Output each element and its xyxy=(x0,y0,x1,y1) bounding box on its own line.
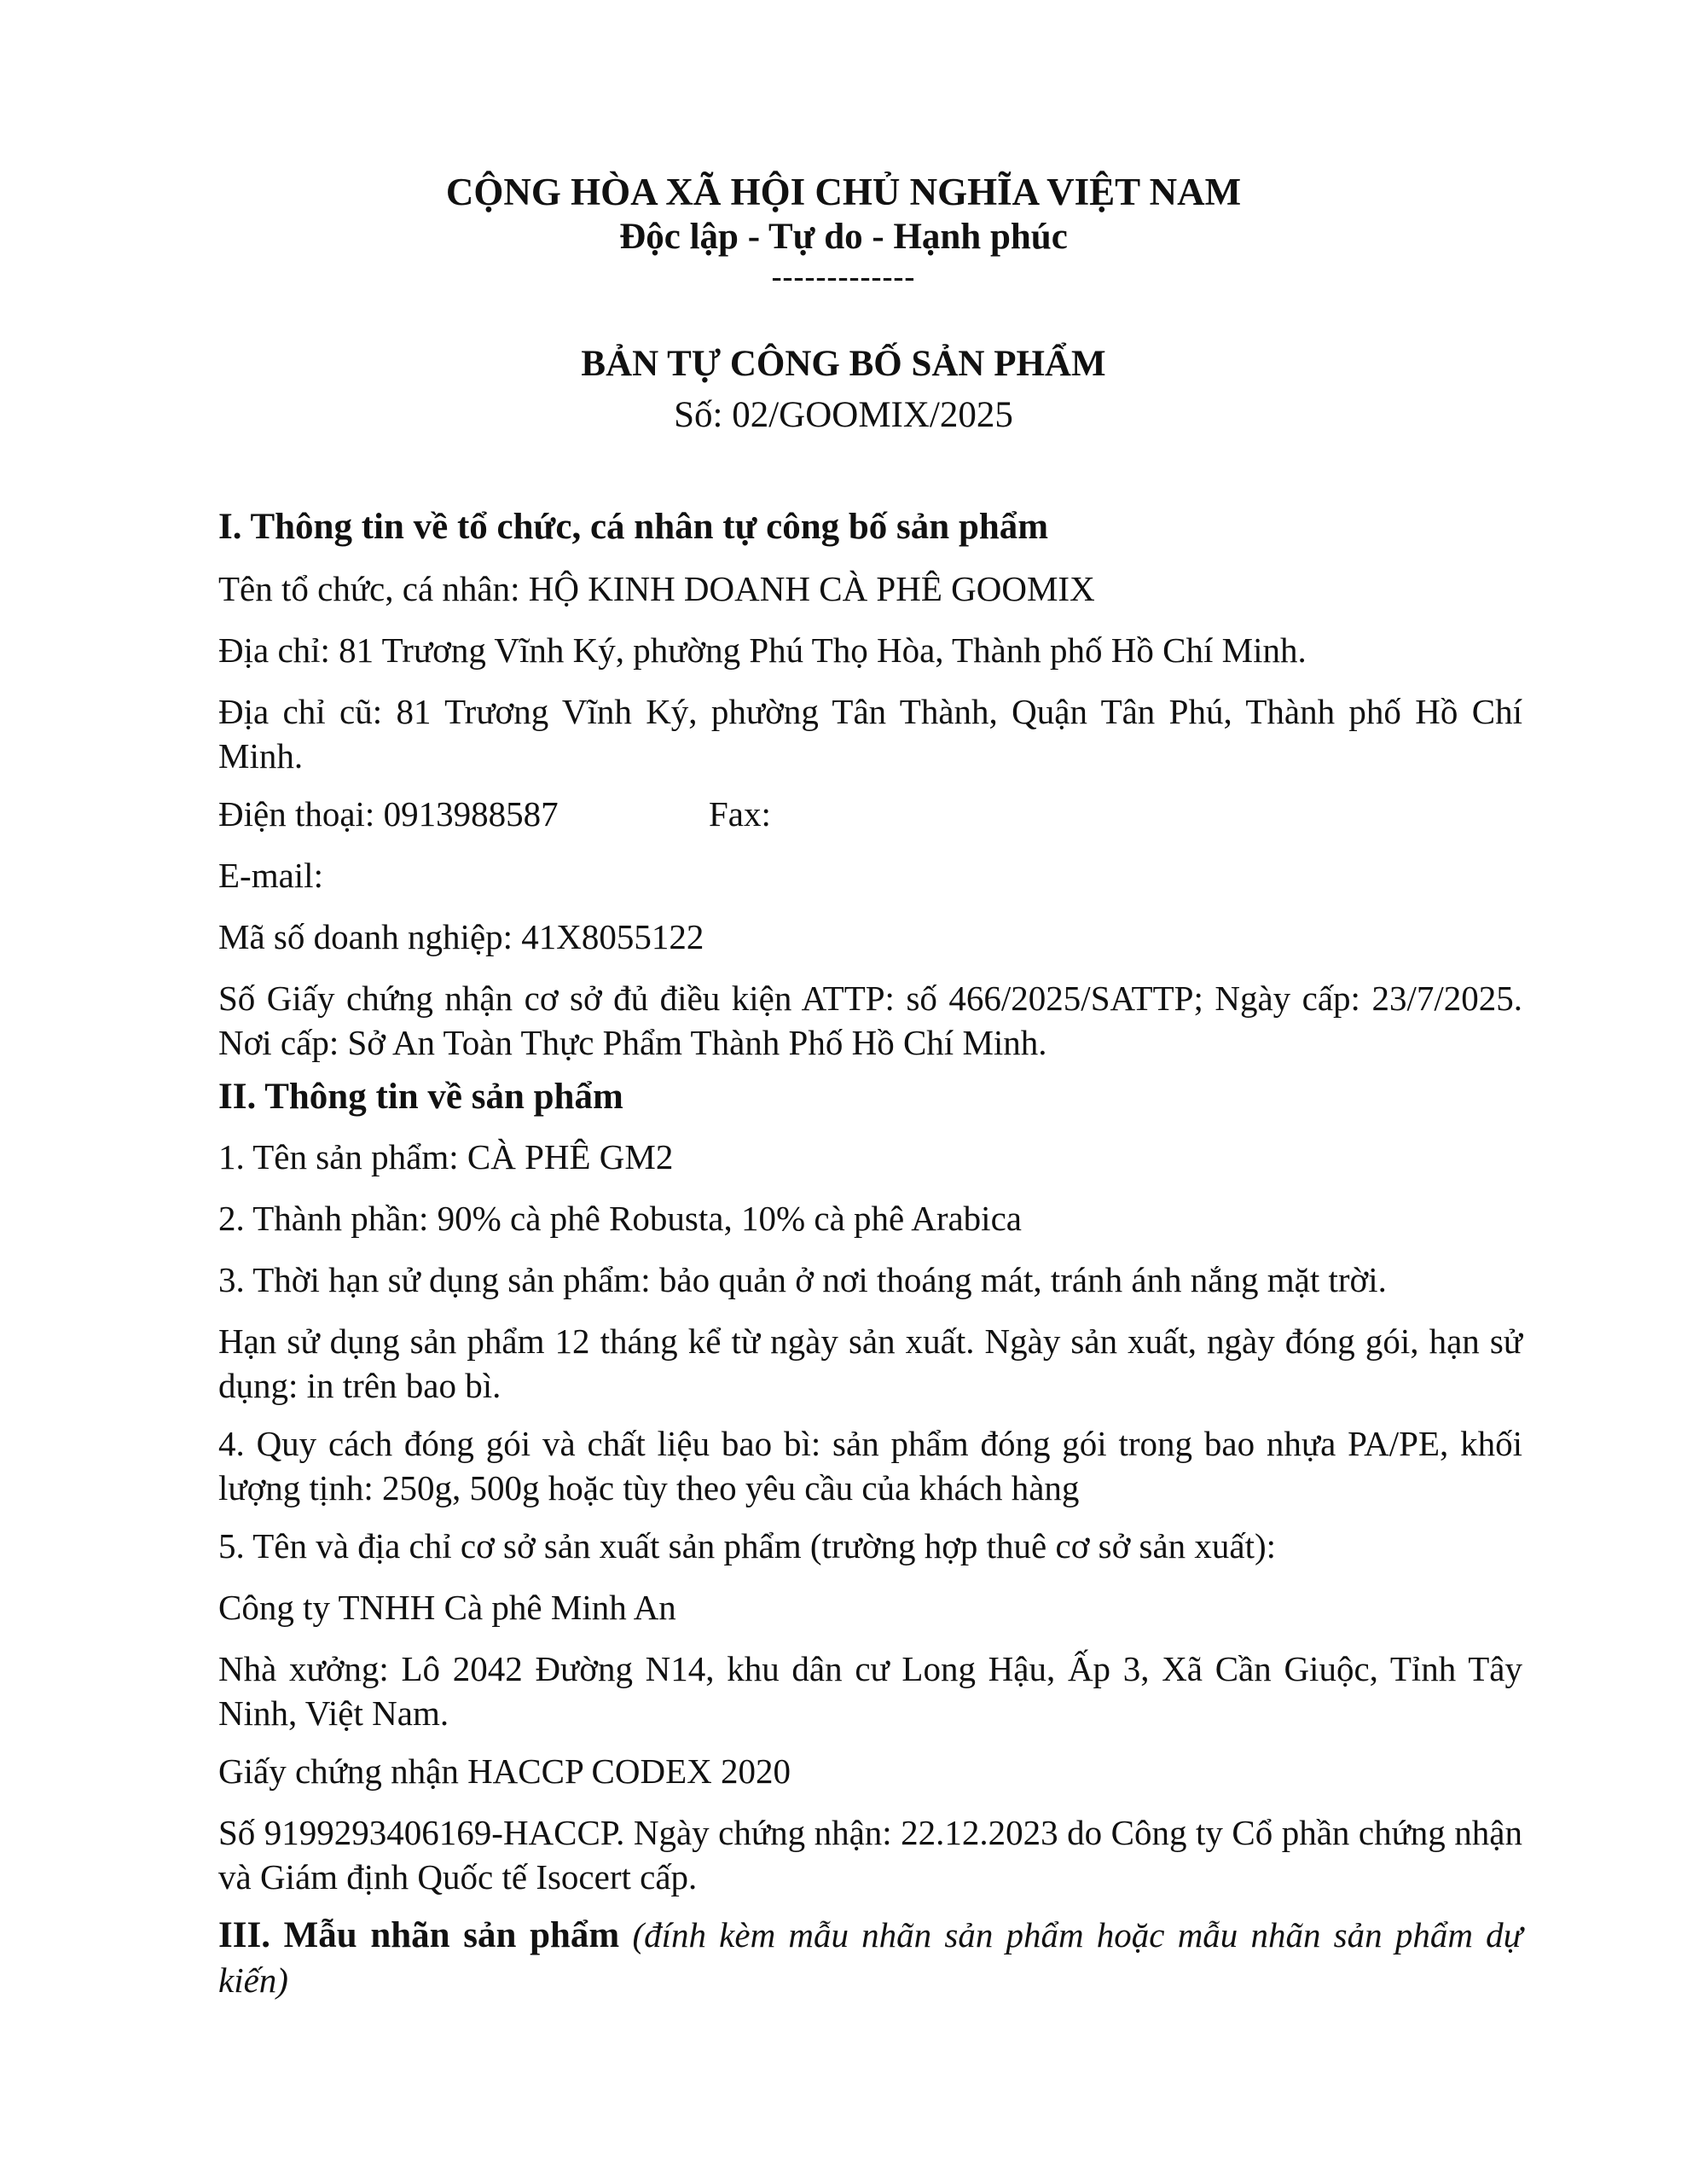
section1-heading: I. Thông tin về tổ chức, cá nhân tự công bố sản phẩm xyxy=(218,507,1049,547)
expiry: Hạn sử dụng sản phẩm 12 tháng kể từ ngày sản xuất. Ngày sản xuất, ngày đóng gói, hạn sử dụng: in trên bao bì. xyxy=(218,1321,1522,1405)
old-address: Địa chỉ cũ: 81 Trương Vĩnh Ký, phường Tân Thành, Quận Tân Phú, Thành phố Hồ Chí Minh. xyxy=(218,692,1522,775)
ingredients: 2. Thành phần: 90% cà phê Robusta, 10% cà phê Arabica xyxy=(218,1199,1022,1238)
food-safety-certificate: Số Giấy chứng nhận cơ sở đủ điều kiện ATTP: số 466/2025/SATTP; Ngày cấp: 23/7/2025. Nơi cấp: Sở An Toàn Thực Phẩm Thành Phố Hồ Chí Minh. xyxy=(218,979,1522,1062)
haccp-detail: Số 9199293406169-HACCP. Ngày chứng nhận: 22.12.2023 do Công ty Cổ phần chứng nhận và Giám định Quốc tế Isocert cấp. xyxy=(218,1813,1522,1896)
manufacturer-intro: 5. Tên và địa chỉ cơ sở sản xuất sản phẩm (trường hợp thuê cơ sở sản xuất): xyxy=(218,1526,1277,1565)
product-name: 1. Tên sản phẩm: CÀ PHÊ GM2 xyxy=(218,1137,674,1176)
fax: Fax: xyxy=(709,794,771,834)
phone: Điện thoại: 0913988587 xyxy=(218,794,559,834)
email: E-mail: xyxy=(218,856,323,895)
motto: Độc lập - Tự do - Hạnh phúc xyxy=(619,217,1068,257)
label-note: (đính kèm mẫu nhãn sản phẩm hoặc mẫu nhãn sản phẩm dự kiến) xyxy=(218,1915,1522,2000)
section3-heading-row xyxy=(218,1913,1522,2002)
section2-heading: II. Thông tin về sản phẩm xyxy=(218,1077,623,1117)
contact-row xyxy=(218,792,1522,836)
section3-heading: III. Mẫu nhãn sản phẩm xyxy=(218,1915,620,1955)
factory-address: Nhà xưởng: Lô 2042 Đường N14, khu dân cư Long Hậu, Ấp 3, Xã Cần Giuộc, Tỉnh Tây Ninh, Việt Nam. xyxy=(218,1649,1522,1733)
document-number: Số: 02/GOOMIX/2025 xyxy=(674,395,1013,435)
separator: ------------- xyxy=(771,259,916,293)
shelf-life: 3. Thời hạn sử dụng sản phẩm: bảo quản ở nơi thoáng mát, tránh ánh nắng mặt trời. xyxy=(218,1260,1387,1299)
manufacturer: Công ty TNHH Cà phê Minh An xyxy=(218,1588,676,1627)
haccp-certificate: Giấy chứng nhận HACCP CODEX 2020 xyxy=(218,1751,791,1791)
org-name: Tên tổ chức, cá nhân: HỘ KINH DOANH CÀ PHÊ GOOMIX xyxy=(218,569,1095,608)
address: Địa chỉ: 81 Trương Vĩnh Ký, phường Phú Thọ Hòa, Thành phố Hồ Chí Minh. xyxy=(218,630,1307,670)
business-code: Mã số doanh nghiệp: 41X8055122 xyxy=(218,917,704,956)
country-header: CỘNG HÒA XÃ HỘI CHỦ NGHĨA VIỆT NAM xyxy=(445,171,1242,213)
packaging: 4. Quy cách đóng gói và chất liệu bao bì: sản phẩm đóng gói trong bao nhựa PA/PE, khối lượng tịnh: 250g, 500g hoặc tùy theo yêu cầu của khách hàng xyxy=(218,1424,1522,1507)
document-title: BẢN TỰ CÔNG BỐ SẢN PHẨM xyxy=(581,344,1106,384)
